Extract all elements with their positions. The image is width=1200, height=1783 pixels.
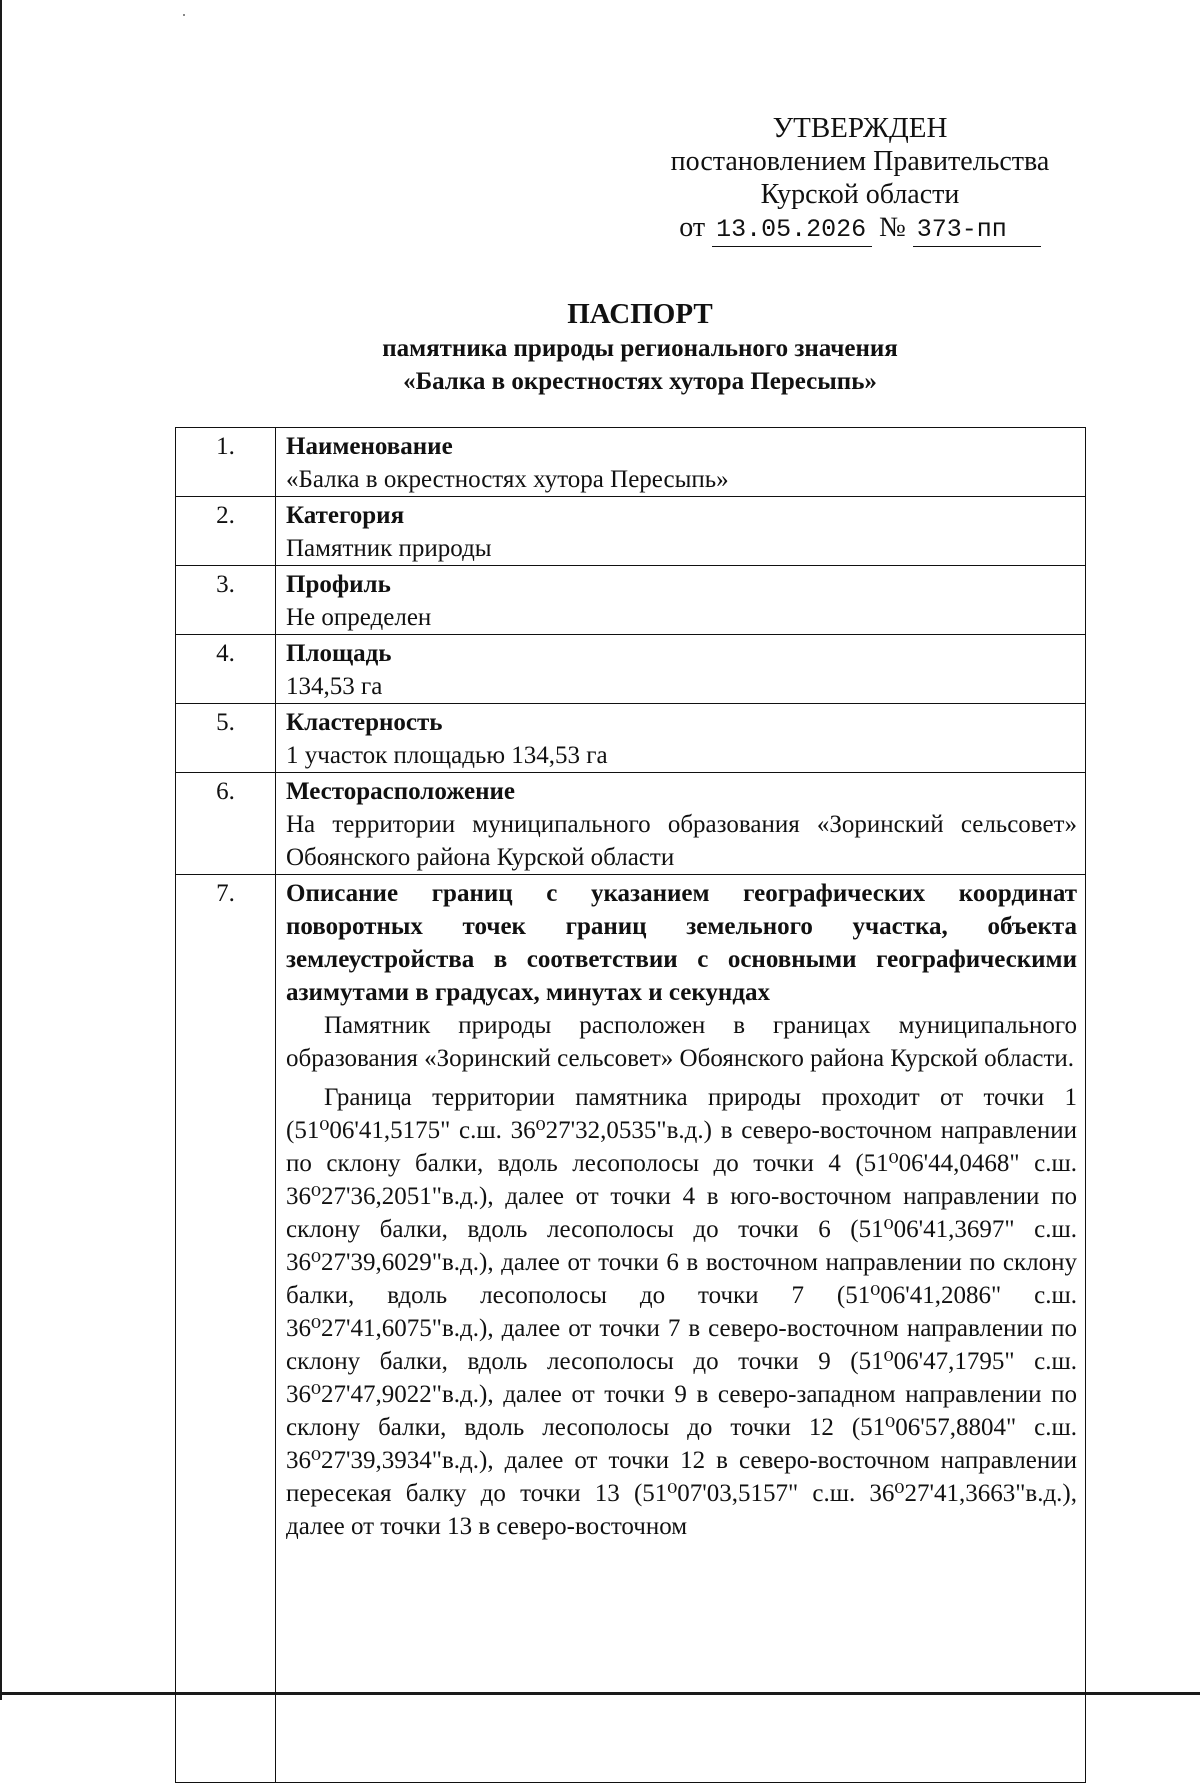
table-row [176, 428, 1086, 497]
row-value: «Балка в окрестностях хутора Пересыпь» [286, 466, 729, 493]
approval-line-1: постановлением Правительства [670, 146, 1050, 177]
row-number: 7. [176, 875, 276, 1783]
row-label: Месторасположение [286, 778, 515, 805]
table-row [176, 566, 1086, 635]
row-number: 6. [176, 773, 276, 875]
row-label: Наименование [286, 433, 453, 460]
row-content [276, 566, 1086, 635]
row-content [276, 635, 1086, 704]
document-title-block [175, 296, 1105, 398]
row-content [276, 704, 1086, 773]
row-value: 134,53 га [286, 673, 383, 700]
row-number: 5. [176, 704, 276, 773]
row-value: На территории муниципального образования «Зоринский сельсовет» Обоянского района Курской области [286, 811, 1077, 871]
document-subtitle-1: памятника природы регионального значения [382, 335, 898, 362]
row-label: Описание границ с указанием географических координат поворотных точек границ земельного участка, объекта землеустройства в соответствии с основными географическими азимутами в градусах, минутах и секундах [286, 880, 1077, 1006]
table-row [176, 635, 1086, 704]
row-content [276, 875, 1086, 1783]
approval-stamp-block [640, 112, 1080, 247]
row-value: Памятник природы [286, 535, 492, 562]
decree-date: 13.05.2026 [712, 213, 872, 247]
row-number: 2. [176, 497, 276, 566]
table-row [176, 773, 1086, 875]
row-content [276, 497, 1086, 566]
boundary-intro-paragraph: Памятник природы расположен в границах муниципального образования «Зоринский сельсовет» Обоянского района Курской области. [286, 1012, 1077, 1072]
row-label: Площадь [286, 640, 392, 667]
number-prefix: № [879, 212, 906, 243]
decree-number: 373-пп [913, 213, 1041, 247]
document-title: ПАСПОРТ [567, 298, 713, 330]
approval-line-2: Курской области [760, 179, 960, 210]
scan-speck [183, 14, 185, 16]
row-value: 1 участок площадью 134,53 га [286, 742, 608, 769]
table-row [176, 497, 1086, 566]
approval-date-line [640, 211, 1080, 247]
table-row [176, 875, 1086, 1783]
date-prefix: от [679, 212, 706, 243]
row-label: Профиль [286, 571, 391, 598]
row-label: Кластерность [286, 709, 443, 736]
row-number: 3. [176, 566, 276, 635]
scan-left-edge [0, 0, 2, 1700]
table-row [176, 704, 1086, 773]
approval-title: УТВЕРЖДЕН [772, 112, 948, 144]
row-number: 4. [176, 635, 276, 704]
row-content [276, 428, 1086, 497]
passport-table [175, 427, 1086, 1783]
row-value: Не определен [286, 604, 432, 631]
document-subtitle-2: «Балка в окрестностях хутора Пересыпь» [403, 368, 877, 395]
row-number: 1. [176, 428, 276, 497]
boundary-description-paragraph: Граница территории памятника природы проходит от точки 1 (51⁰06'41,5175" с.ш. 36⁰27'32,0535"в.д.) в северо-восточном направлении по склону балки, вдоль лесополосы до точки 4 (51⁰06'44,0468" с.ш. 36⁰27'36,2051"в.д.), далее от точки 4 в юго-восточном направлении по склону балки, вдоль лесополосы до точки 6 (51⁰06'41,3697" с.ш. 36⁰27'39,6029"в.д.), далее от точки 6 в восточном направлении по склону балки, вдоль лесополосы до точки 7 (51⁰06'41,2086" с.ш. 36⁰27'41,6075"в.д.), далее от точки 7 в северо-восточном направлении по склону балки, вдоль лесополосы до точки 9 (51⁰06'47,1795" с.ш. 36⁰27'47,9022"в.д.), далее от точки 9 в северо-западном направлении по склону балки, вдоль лесополосы до точки 12 (51⁰06'57,8804" с.ш. 36⁰27'39,3934"в.д.), далее от точки 12 в северо-восточном направлении пересекая балку до точки 13 (51⁰07'03,5157" с.ш. 36⁰27'41,3663"в.д.), далее от точки 13 в северо-восточном [286, 1084, 1077, 1540]
row-content [276, 773, 1086, 875]
row-label: Категория [286, 502, 405, 529]
